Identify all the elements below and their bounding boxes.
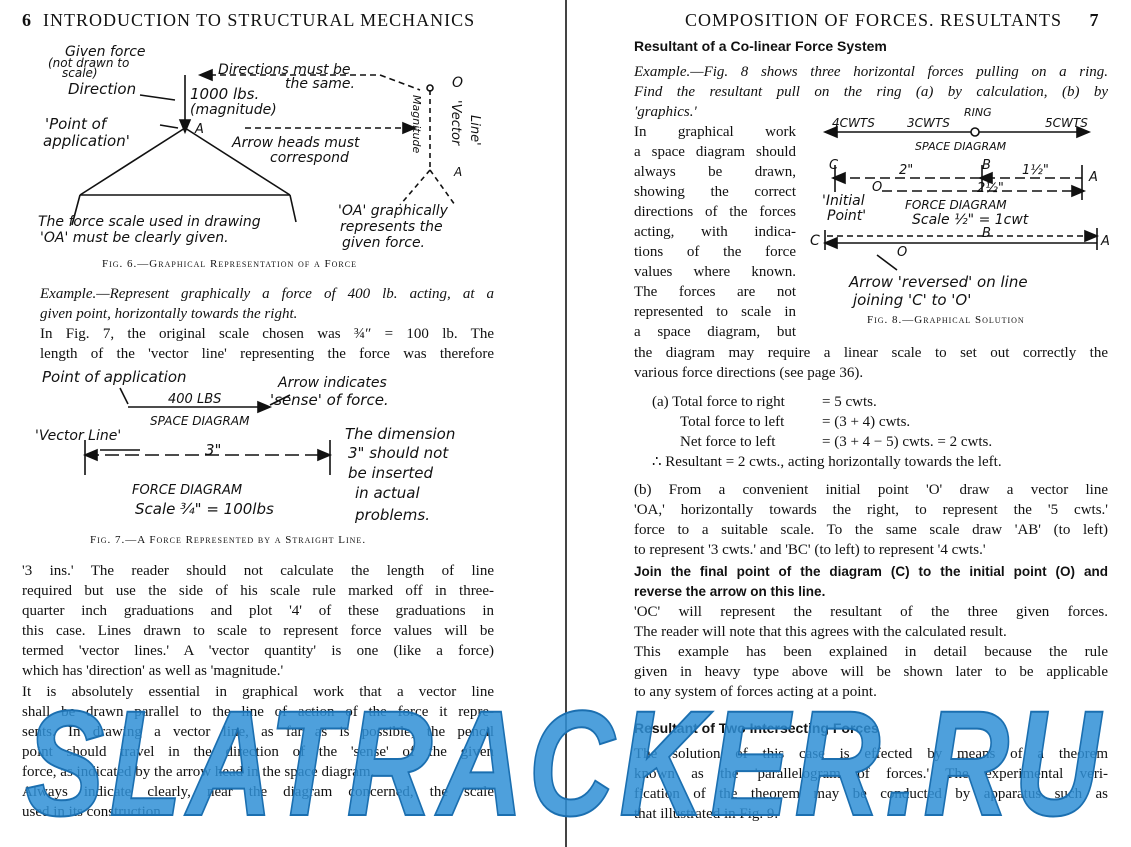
calc-line-4: ∴ Resultant = 2 cwts., acting horizontally towards the left.	[652, 454, 1002, 470]
fig6-label-arrow-heads: Arrow heads must	[232, 135, 360, 151]
watermark-text: SLATRACKER.RU	[25, 679, 1105, 845]
fig8-label-space-diagram: SPACE DIAGRAM	[915, 140, 1007, 153]
fig6-label-point-of: 'Point of	[45, 115, 107, 133]
fig7-label-dimension-2: 3" should not	[348, 444, 449, 462]
para3-line-0: It is absolutely essential in graphical work that a vector line	[22, 684, 494, 700]
fig6-label-lbs: 1000 lbs.	[190, 85, 260, 103]
para3	[22, 682, 494, 782]
para-rule-line-2: to any system of forces acting at a point.	[634, 684, 877, 700]
fig7-label-dimension-5: problems.	[355, 506, 430, 524]
fig7-label-scale: Scale ¾" = 100lbs	[135, 500, 274, 518]
left-page-number: 6	[22, 10, 32, 30]
fig6-label-a-upper: A	[195, 122, 204, 137]
fig6-caption: Fig. 6.—Graphical Representation of a Force	[102, 258, 357, 270]
fig8-label-initial-1: 'Initial	[822, 193, 865, 209]
fig7-label-dimension-3: be inserted	[348, 464, 434, 482]
fig8-label-4cwts: 4CWTS	[832, 116, 875, 130]
fig6-label-directions-must: Directions must be	[218, 62, 351, 78]
fig7-label-400lbs: 400 LBS	[168, 392, 222, 407]
para-graphical-line-5: acting, with indica-	[634, 224, 796, 240]
para2-line-2: quarter inch graduations and plot '4' of these graduations in	[22, 603, 494, 619]
fig8-label-ring: RING	[964, 106, 992, 119]
fig6-label-line-vertical: Line'	[467, 115, 482, 146]
para-b-line-3: to represent '3 cwts.' and 'BC' (to left) to represent '4 cwts.'	[634, 542, 986, 558]
fig8-label-two-half: 2½"	[977, 181, 1004, 196]
fig6-label-o: O	[452, 75, 464, 91]
fig7-label-sense: 'sense' of force.	[270, 391, 389, 409]
fig7-label-three: 3"	[205, 441, 222, 459]
fig8-label-a: A	[1089, 170, 1098, 185]
para-graphical-line-9: represented to scale in	[634, 304, 796, 320]
para3-line-2: sents. In drawing a vector line, as far as is possible, the pencil	[22, 724, 494, 740]
fig7-label-arrow-ind: Arrow indicates	[278, 375, 387, 391]
para2-line-5: which has 'direction' as well as 'magnitude.'	[22, 663, 284, 679]
calc-line-2-right: = (3 + 4) cwts.	[822, 414, 911, 430]
calc-line-1-right: = 5 cwts.	[822, 394, 877, 410]
fig7-label-space-diagram: SPACE DIAGRAM	[150, 414, 250, 428]
para2-line-1: required but use the side of his scale rule marked off in three-	[22, 583, 494, 599]
fig6-label-application: application'	[43, 132, 130, 150]
fig6-label-force-scale-1: The force scale used in drawing	[38, 214, 261, 230]
para2	[22, 561, 494, 681]
para3-line-1: shall be drawn parallel to the line of action of the force it repre-	[22, 704, 494, 720]
example1-line-0: Example.—Represent graphically a force of 400 lb. acting, at a	[40, 286, 494, 302]
para-rule	[634, 642, 1108, 702]
fig7-caption: Fig. 7.—A Force Represented by a Straight Line.	[90, 534, 367, 546]
fig8-label-arrow-rev-2: joining 'C' to 'O'	[853, 291, 972, 309]
calc-line-3-right: = (3 + 4 − 5) cwts. = 2 cwts.	[822, 434, 993, 450]
fig6-label-vector-vertical: 'Vector	[448, 100, 463, 146]
example2-line-1: Find the resultant pull on the ring (a) by calculation, (b) by	[634, 84, 1108, 100]
fig8-label-b: B	[982, 158, 991, 173]
para4	[22, 782, 494, 822]
para-last-line-2: fication of the theorem may be conducted by apparatus such as	[634, 786, 1108, 802]
fig6-label-correspond: correspond	[270, 150, 349, 166]
para-rule-bold	[634, 562, 1108, 602]
para-rule-bold-line-1: reverse the arrow on this line.	[634, 584, 826, 599]
fig7-label-dimension-4: in actual	[355, 484, 420, 502]
section-intersecting-heading: Resultant of Two Intersecting Forces	[634, 720, 879, 736]
para-graphical-line-4: directions of the forces	[634, 204, 796, 220]
para-b-line-1: 'OA,' horizontally towards the right, to represent the '5 cwts.'	[634, 502, 1108, 518]
para-graphical-line-10: a space diagram, but	[634, 324, 796, 340]
para1-line-0: In Fig. 7, the original scale chosen was ¾″ = 100 lb. The	[40, 326, 494, 342]
fig8-label-o2: O	[897, 245, 908, 260]
para-last-line-0: The solution of this case is effected by means of a theorem	[634, 746, 1108, 762]
para2-line-0: '3 ins.' The reader should not calculate the length of line	[22, 563, 494, 579]
fig6-label-not-drawn: (not drawn to	[48, 56, 130, 70]
para2-line-4: termed 'vector lines.' A 'vector quantity' is one (like a force)	[22, 643, 494, 659]
fig7-label-force-diagram: FORCE DIAGRAM	[132, 483, 243, 498]
example2-line-0: Example.—Fig. 8 shows three horizontal forces pulling on a ring.	[634, 64, 1108, 80]
para-rule-bold-line-0: Join the final point of the diagram (C) to the initial point (O) and	[634, 564, 1108, 579]
para1-line-1: length of the 'vector line' representing the force was therefore	[40, 346, 494, 362]
calc-line-2-left: Total force to left	[680, 414, 785, 430]
fig6-label-the-same: the same.	[285, 76, 355, 92]
para-oc-line-0: 'OC' will represent the resultant of the three given forces.	[634, 604, 1108, 620]
para4-line-1: used in its construction.	[22, 804, 165, 820]
para-last	[634, 744, 1108, 824]
para2-line-3: this case. Lines drawn to scale to represent force values will be	[22, 623, 494, 639]
para3-line-3: point should travel in the direction of the 'sense' of the given	[22, 744, 494, 760]
para-graphical-line-7: values where known.	[634, 264, 796, 280]
fig6-label-oa-graph-3: given force.	[342, 235, 426, 251]
para-continued	[634, 343, 1108, 383]
fig8-label-scale: Scale ½" = 1cwt	[912, 212, 1029, 228]
fig8-label-force-diagram: FORCE DIAGRAM	[905, 198, 1007, 212]
para-oc-line-1: The reader will note that this agrees with the calculated result.	[634, 624, 1007, 640]
fig6-label-a: A	[454, 165, 463, 179]
fig6-label-magnitude-paren: (magnitude)	[190, 102, 277, 118]
para-graphical-line-1: a space diagram should	[634, 144, 796, 160]
para-continued-line-1: various force directions (see page 36).	[634, 365, 864, 381]
fig8-label-initial-2: Point'	[827, 208, 867, 224]
fig6-label-given-force: Given force	[65, 44, 146, 60]
para-oc	[634, 602, 1108, 642]
fig6-label-force-scale-2: 'OA' must be clearly given.	[40, 230, 229, 246]
right-page	[567, 0, 1131, 847]
para-rule-line-1: given in heavy type above will be shown later to be applicable	[634, 664, 1108, 680]
para-last-line-3: that illustrated in Fig. 9.	[634, 806, 779, 822]
fig6-label-magnitude-vertical: Magnitude	[410, 95, 423, 154]
example2-line-2: 'graphics.'	[634, 104, 697, 120]
para3-line-4: force, as indicated by the arrow head in the space diagram.	[22, 764, 375, 780]
calc-line-1-left: (a) Total force to right	[652, 394, 785, 410]
para-graphical-line-2: always be drawn,	[634, 164, 796, 180]
left-head-title: INTRODUCTION TO STRUCTURAL MECHANICS	[43, 10, 476, 30]
para4-line-0: Always indicate clearly, near the diagram concerned, the scale	[22, 784, 494, 800]
para-last-line-1: known as the 'parallelogram of forces.' The experimental veri-	[634, 766, 1108, 782]
fig8-label-two: 2"	[899, 163, 914, 178]
example1-line-1: given point, horizontally towards the right.	[40, 306, 298, 322]
para-graphical-line-3: showing the correct	[634, 184, 796, 200]
fig8-label-3cwts: 3CWTS	[907, 116, 950, 130]
right-head-title: COMPOSITION OF FORCES. RESULTANTS	[685, 10, 1062, 30]
section-co-linear-heading: Resultant of a Co-linear Force System	[634, 38, 887, 54]
para-rule-line-0: This example has been explained in detail because the rule	[634, 644, 1108, 660]
fig8-label-arrow-rev-1: Arrow 'reversed' on line	[849, 273, 1028, 291]
fig8-label-c2: C	[810, 233, 820, 249]
para-b-line-0: (b) From a convenient initial point 'O' draw a vector line	[634, 482, 1108, 498]
para-b-line-2: force to a suitable scale. To the same scale draw 'AB' (to left)	[634, 522, 1108, 538]
fig7-label-point-app: Point of application	[42, 368, 187, 386]
para-graphical-line-8: The forces are not	[634, 284, 796, 300]
para-b	[634, 480, 1108, 560]
fig8-label-c: C	[829, 158, 839, 173]
fig8-label-o: O	[872, 180, 883, 195]
fig8-label-one-half: 1½"	[1022, 163, 1049, 178]
fig7-label-vector-line: 'Vector Line'	[35, 428, 122, 444]
fig6-label-direction: Direction	[68, 80, 137, 98]
fig7-drawing	[0, 0, 566, 560]
fig6-label-oa-graph-1: 'OA' graphically	[338, 203, 448, 219]
fig8-label-b2: B	[982, 226, 991, 241]
para-graphical-line-6: tions of the force	[634, 244, 796, 260]
para-graphical-line-0: In graphical work	[634, 124, 796, 140]
calc-line-3-left: Net force to left	[680, 434, 776, 450]
fig8-caption: Fig. 8.—Graphical Solution	[867, 314, 1025, 326]
fig8-label-a2: A	[1101, 234, 1110, 249]
right-page-number: 7	[1089, 10, 1100, 30]
para-continued-line-0: the diagram may require a linear scale to set out correctly the	[634, 345, 1108, 361]
fig7-label-dimension-1: The dimension	[345, 425, 456, 443]
fig8-label-5cwts: 5CWTS	[1045, 116, 1088, 130]
fig6-label-scale: scale)	[62, 66, 98, 80]
fig6-label-oa-graph-2: represents the	[340, 219, 443, 235]
